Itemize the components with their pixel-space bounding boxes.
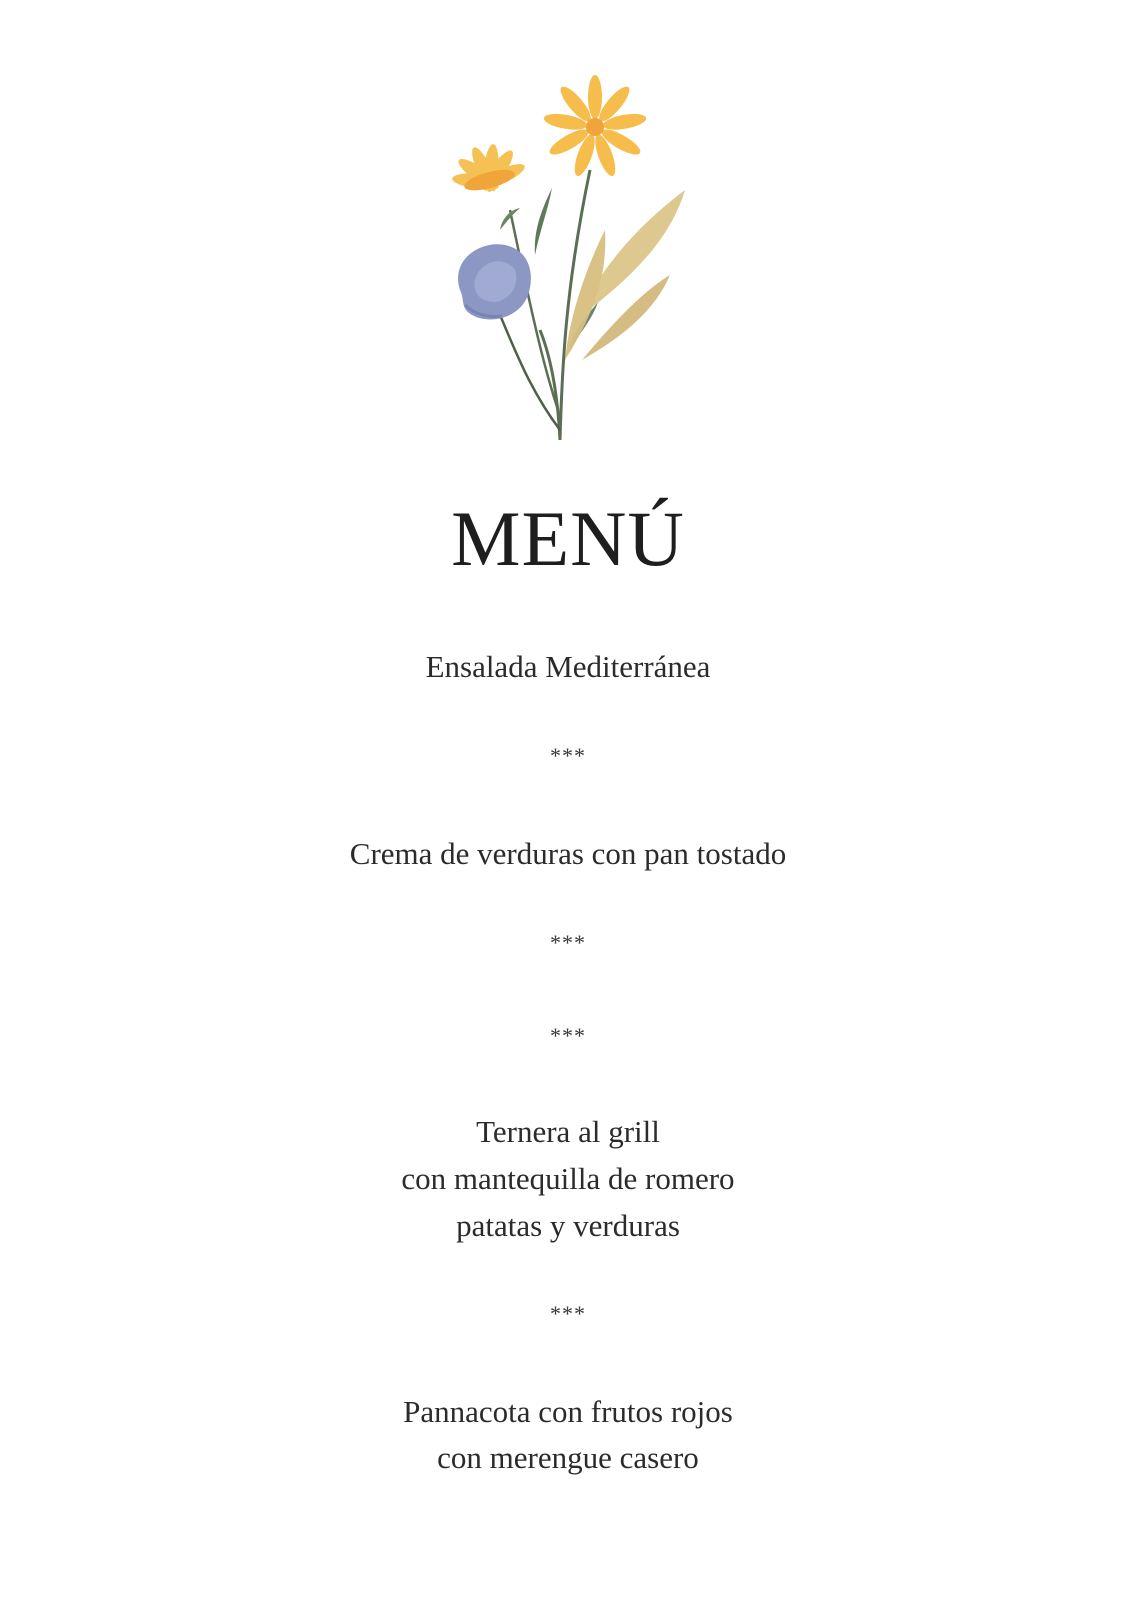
- course-separator: ***: [550, 1301, 586, 1326]
- course-dessert-line-2: con merengue casero: [437, 1440, 699, 1475]
- course-separator: ***: [550, 743, 586, 768]
- course-main-line-2: con mantequilla de romero: [401, 1161, 735, 1196]
- floral-bouquet-icon: [440, 70, 710, 450]
- course-dessert-line-1: Pannacota con frutos rojos: [403, 1394, 733, 1429]
- course-main-line-1: Ternera al grill: [476, 1114, 660, 1149]
- course-separator: ***: [550, 930, 586, 955]
- course-soup: Crema de verduras con pan tostado: [349, 836, 787, 871]
- course-starter: Ensalada Mediterránea: [425, 649, 711, 684]
- course-separator: ***: [550, 1023, 586, 1048]
- course-main-line-3: patatas y verduras: [456, 1208, 680, 1243]
- menu-title: MENÚ: [451, 495, 685, 582]
